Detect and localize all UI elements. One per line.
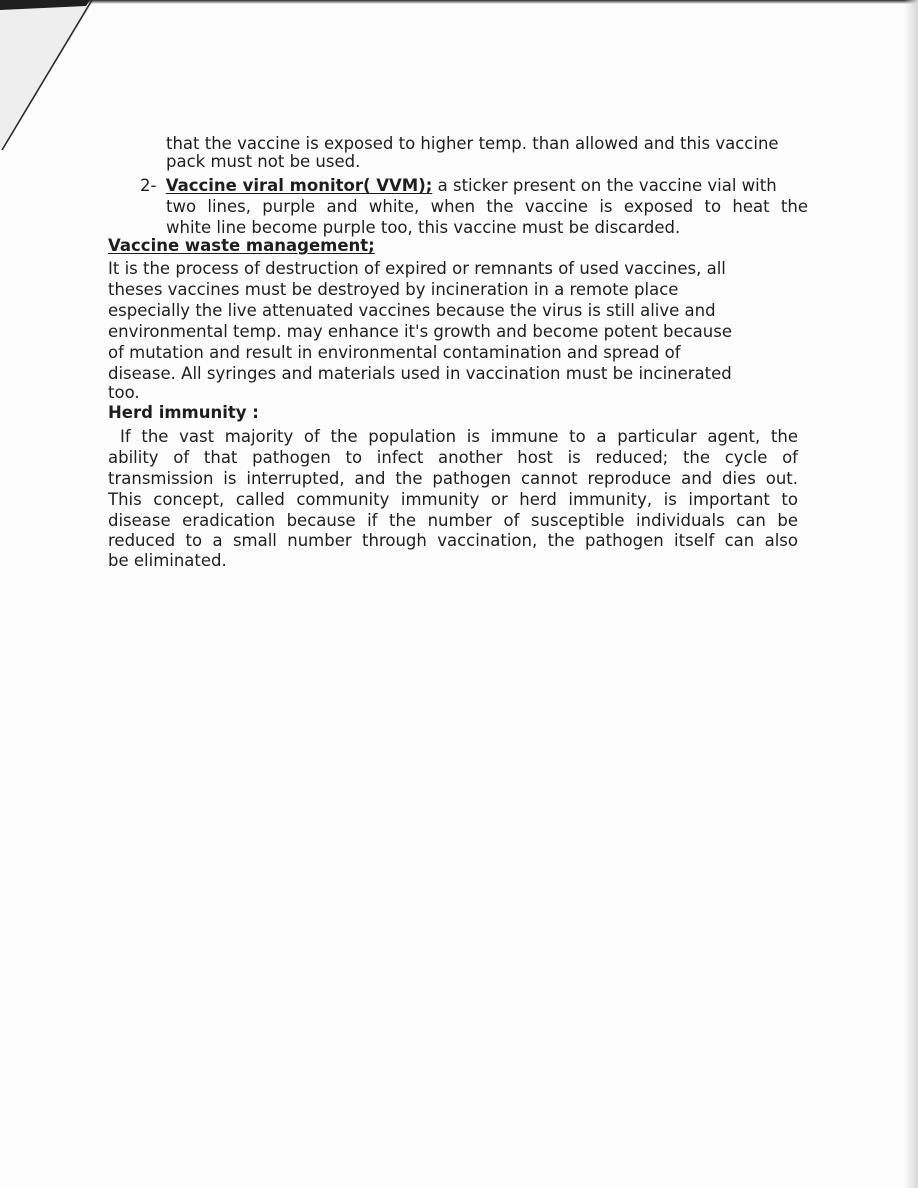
- paragraph-line: disease. All syringes and materials used in vaccination must be incinerated: [108, 364, 732, 383]
- paragraph-line: reduced to a small number through vaccination, the pathogen itself can also: [108, 531, 798, 550]
- list-item-2-first-line: [140, 176, 777, 196]
- list-item-1-continuation-line-2: pack must not be used.: [166, 152, 361, 171]
- paragraph-line: It is the process of destruction of expired or remnants of used vaccines, all: [108, 259, 726, 278]
- paragraph-line: This concept, called community immunity or herd immunity, is important to: [108, 490, 798, 509]
- paragraph-line: environmental temp. may enhance it's growth and become potent because: [108, 322, 732, 341]
- section-heading-waste: Vaccine waste management;: [108, 236, 375, 255]
- list-item-text: a sticker present on the vaccine vial with: [432, 176, 777, 195]
- paragraph-line: disease eradication because if the number of susceptible individuals can be: [108, 511, 798, 530]
- paragraph-line: If the vast majority of the population is immune to a particular agent, the: [120, 427, 798, 446]
- list-item-number: 2-: [140, 176, 157, 195]
- list-item-1-continuation-line-1: that the vaccine is exposed to higher temp. than allowed and this vaccine: [166, 134, 779, 153]
- paragraph-line: theses vaccines must be destroyed by incineration in a remote place: [108, 280, 679, 299]
- paragraph-line: be eliminated.: [108, 551, 227, 570]
- paragraph-line: transmission is interrupted, and the pathogen cannot reproduce and dies out.: [108, 469, 798, 488]
- list-item-2-line-2: two lines, purple and white, when the vaccine is exposed to heat the: [166, 197, 808, 216]
- paragraph-line: too.: [108, 383, 140, 402]
- paragraph-line: of mutation and result in environmental contamination and spread of: [108, 343, 681, 362]
- list-item-2-line-3: white line become purple too, this vaccine must be discarded.: [166, 218, 681, 237]
- section-heading-herd-immunity: Herd immunity :: [108, 403, 259, 422]
- paragraph-line: especially the live attenuated vaccines because the virus is still alive and: [108, 301, 716, 320]
- list-item-term: Vaccine viral monitor( VVM);: [165, 176, 433, 195]
- paragraph-line: ability of that pathogen to infect another host is reduced; the cycle of: [108, 448, 798, 467]
